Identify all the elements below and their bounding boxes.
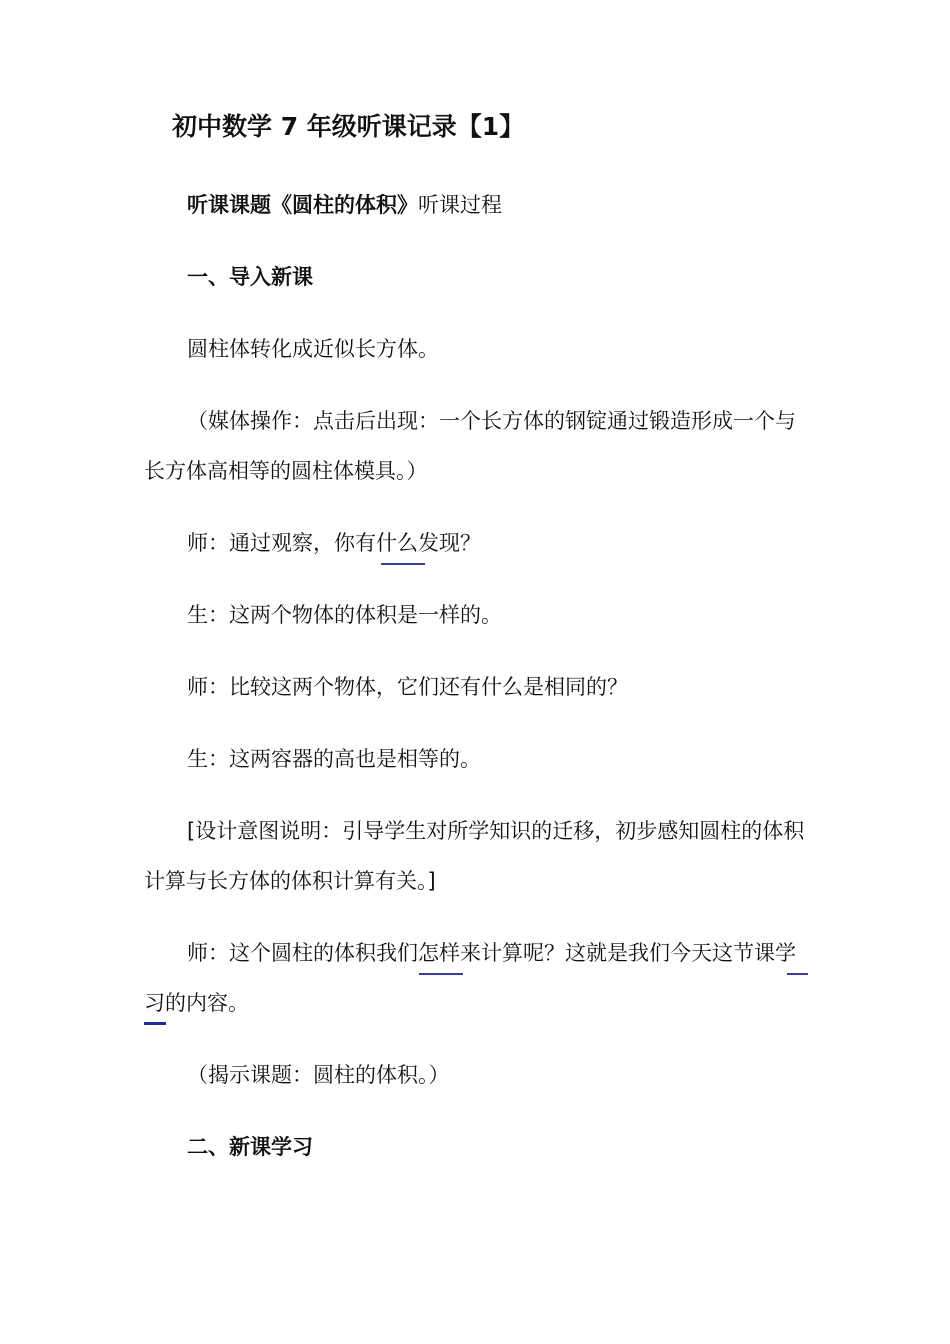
paragraph-5: 师：比较这两个物体，它们还有什么是相同的？ (187, 675, 628, 699)
section-heading-intro: 一、导入新课 (187, 265, 313, 289)
topic-label: 听课课题《圆柱的体积》 (187, 193, 418, 217)
topic-line (144, 180, 812, 230)
spellcheck-underline (419, 973, 463, 975)
paragraph-9: （揭示课题：圆柱的体积。） (187, 1063, 450, 1087)
paragraph-2: （媒体操作：点击后出现：一个长方体的钢锭通过锻造形成一个与长方体高相等的圆柱体模具。） (144, 409, 796, 483)
spellcheck-underline (144, 1022, 166, 1025)
paragraph-4: 生：这两个物体的体积是一样的。 (187, 603, 502, 627)
spellcheck-underline (787, 973, 808, 975)
document-title: 初中数学 7 年级听课记录【1】 (172, 112, 525, 141)
paragraph-7: [设计意图说明：引导学生对所学知识的迁移，初步感知圆柱的体积计算与长方体的体积计算有关。] (144, 819, 805, 893)
section-heading-new: 二、新课学习 (187, 1135, 313, 1159)
paragraph-3: 师：通过观察，你有什么发现？ (187, 531, 481, 555)
paragraph-1: 圆柱体转化成近似长方体。 (187, 337, 439, 361)
spellcheck-underline (381, 563, 425, 565)
paragraph-8: 师：这个圆柱的体积我们怎样来计算呢？这就是我们今天这节课学习的内容。 (144, 941, 796, 1015)
topic-suffix: 听课过程 (418, 193, 502, 217)
paragraph-6: 生：这两容器的高也是相等的。 (187, 747, 481, 771)
